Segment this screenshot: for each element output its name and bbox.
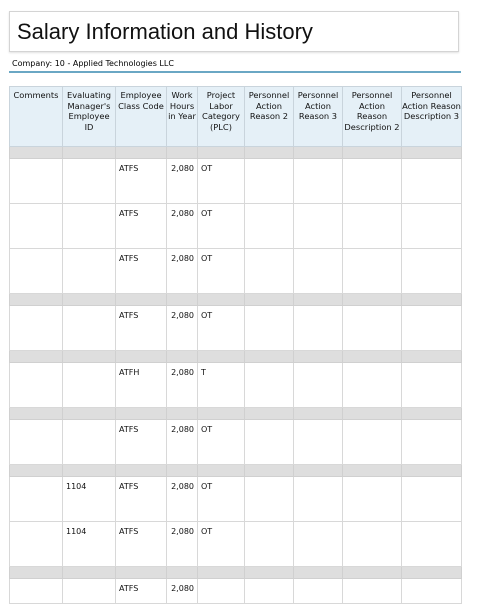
cell-comments [10, 477, 63, 522]
cell-work-hours: 2,080 [167, 477, 198, 522]
group-separator-cell [294, 147, 343, 159]
group-separator-cell [167, 567, 198, 579]
cell-action-reason-desc-2 [343, 363, 402, 408]
cell-class-code: ATFS [116, 579, 167, 604]
group-separator-cell [10, 408, 63, 420]
table-row[interactable] [10, 477, 462, 522]
table-body [10, 147, 462, 604]
group-separator-cell [116, 408, 167, 420]
cell-action-reason-desc-3 [402, 477, 462, 522]
group-separator-row [10, 567, 462, 579]
column-header-employee-class-code[interactable]: Employee Class Code [116, 87, 167, 147]
group-separator-cell [116, 567, 167, 579]
salary-history-table [9, 86, 462, 604]
group-separator-cell [10, 351, 63, 363]
cell-plc [198, 579, 245, 604]
cell-action-reason-3 [294, 477, 343, 522]
cell-action-reason-2 [245, 159, 294, 204]
cell-comments [10, 579, 63, 604]
group-separator-cell [63, 465, 116, 477]
cell-action-reason-3 [294, 522, 343, 567]
column-header-comments[interactable]: Comments [10, 87, 63, 147]
cell-action-reason-desc-2 [343, 204, 402, 249]
cell-action-reason-desc-3 [402, 306, 462, 351]
cell-action-reason-desc-2 [343, 159, 402, 204]
cell-action-reason-desc-3 [402, 522, 462, 567]
group-separator-cell [245, 294, 294, 306]
column-header-evaluating-manager-id[interactable]: Evaluating Manager's Employee ID [63, 87, 116, 147]
cell-action-reason-3 [294, 204, 343, 249]
cell-work-hours: 2,080 [167, 249, 198, 294]
cell-action-reason-2 [245, 579, 294, 604]
cell-action-reason-2 [245, 522, 294, 567]
group-separator-cell [245, 351, 294, 363]
group-separator-cell [245, 567, 294, 579]
cell-comments [10, 522, 63, 567]
group-separator-cell [167, 351, 198, 363]
group-separator-cell [116, 147, 167, 159]
table-row[interactable] [10, 306, 462, 351]
company-label: Company: 10 - Applied Technologies LLC [9, 54, 461, 73]
cell-action-reason-desc-3 [402, 249, 462, 294]
table-row[interactable] [10, 204, 462, 249]
group-separator-cell [10, 294, 63, 306]
group-separator-cell [402, 465, 462, 477]
cell-action-reason-desc-2 [343, 420, 402, 465]
cell-plc: OT [198, 306, 245, 351]
column-header-action-reason-desc-2[interactable]: Personnel Action Reason Description 2 [343, 87, 402, 147]
page-title: Salary Information and History [17, 19, 313, 44]
group-separator-cell [294, 294, 343, 306]
group-separator-cell [245, 408, 294, 420]
group-separator-cell [116, 294, 167, 306]
group-separator-cell [245, 465, 294, 477]
cell-comments [10, 363, 63, 408]
group-separator-cell [198, 567, 245, 579]
group-separator-cell [63, 294, 116, 306]
group-separator-cell [10, 567, 63, 579]
column-header-plc[interactable]: Project Labor Category (PLC) [198, 87, 245, 147]
cell-action-reason-2 [245, 204, 294, 249]
group-separator-cell [343, 147, 402, 159]
cell-action-reason-desc-3 [402, 579, 462, 604]
group-separator-cell [167, 147, 198, 159]
group-separator-cell [198, 351, 245, 363]
cell-class-code: ATFH [116, 363, 167, 408]
cell-work-hours: 2,080 [167, 363, 198, 408]
cell-action-reason-desc-3 [402, 363, 462, 408]
group-separator-cell [10, 147, 63, 159]
cell-manager-id [63, 204, 116, 249]
cell-action-reason-desc-3 [402, 204, 462, 249]
table-row[interactable] [10, 159, 462, 204]
group-separator-cell [63, 351, 116, 363]
table-row[interactable] [10, 579, 462, 604]
group-separator-cell [294, 351, 343, 363]
cell-class-code: ATFS [116, 204, 167, 249]
group-separator-cell [245, 147, 294, 159]
cell-manager-id: 1104 [63, 522, 116, 567]
cell-class-code: ATFS [116, 420, 167, 465]
group-separator-cell [294, 408, 343, 420]
cell-action-reason-desc-3 [402, 420, 462, 465]
cell-plc: OT [198, 204, 245, 249]
cell-manager-id [63, 159, 116, 204]
cell-action-reason-3 [294, 363, 343, 408]
cell-action-reason-2 [245, 249, 294, 294]
cell-work-hours: 2,080 [167, 159, 198, 204]
cell-comments [10, 420, 63, 465]
cell-comments [10, 249, 63, 294]
table-row[interactable] [10, 249, 462, 294]
column-header-action-reason-2[interactable]: Personnel Action Reason 2 [245, 87, 294, 147]
group-separator-row [10, 408, 462, 420]
group-separator-cell [343, 294, 402, 306]
group-separator-cell [402, 408, 462, 420]
group-separator-cell [63, 147, 116, 159]
group-separator-cell [63, 567, 116, 579]
cell-plc: T [198, 363, 245, 408]
cell-plc: OT [198, 477, 245, 522]
table-row[interactable] [10, 522, 462, 567]
group-separator-cell [402, 147, 462, 159]
cell-comments [10, 306, 63, 351]
cell-plc: OT [198, 249, 245, 294]
group-separator-cell [198, 408, 245, 420]
cell-action-reason-2 [245, 477, 294, 522]
cell-action-reason-desc-2 [343, 579, 402, 604]
cell-work-hours: 2,080 [167, 522, 198, 567]
group-separator-cell [167, 408, 198, 420]
cell-action-reason-3 [294, 159, 343, 204]
cell-class-code: ATFS [116, 306, 167, 351]
cell-plc: OT [198, 159, 245, 204]
group-separator-row [10, 147, 462, 159]
group-separator-cell [116, 351, 167, 363]
cell-comments [10, 204, 63, 249]
cell-work-hours: 2,080 [167, 204, 198, 249]
cell-manager-id [63, 420, 116, 465]
group-separator-cell [198, 294, 245, 306]
group-separator-cell [402, 294, 462, 306]
cell-action-reason-desc-2 [343, 522, 402, 567]
group-separator-cell [167, 294, 198, 306]
group-separator-cell [343, 465, 402, 477]
cell-plc: OT [198, 420, 245, 465]
cell-work-hours: 2,080 [167, 306, 198, 351]
group-separator-cell [294, 465, 343, 477]
cell-action-reason-3 [294, 249, 343, 294]
column-header-action-reason-desc-3[interactable]: Personnel Action Reason Description 3 [402, 87, 462, 147]
column-header-work-hours[interactable]: Work Hours in Year [167, 87, 198, 147]
cell-class-code: ATFS [116, 159, 167, 204]
cell-comments [10, 159, 63, 204]
group-separator-cell [198, 147, 245, 159]
cell-action-reason-2 [245, 306, 294, 351]
group-separator-cell [167, 465, 198, 477]
cell-class-code: ATFS [116, 249, 167, 294]
group-separator-cell [343, 408, 402, 420]
cell-action-reason-2 [245, 420, 294, 465]
cell-action-reason-3 [294, 306, 343, 351]
cell-action-reason-desc-2 [343, 477, 402, 522]
cell-work-hours: 2,080 [167, 420, 198, 465]
cell-manager-id [63, 249, 116, 294]
column-header-action-reason-3[interactable]: Personnel Action Reason 3 [294, 87, 343, 147]
group-separator-cell [343, 351, 402, 363]
group-separator-cell [10, 465, 63, 477]
cell-manager-id [63, 363, 116, 408]
table-header-row [10, 87, 462, 147]
cell-work-hours: 2,080 [167, 579, 198, 604]
cell-manager-id [63, 579, 116, 604]
cell-manager-id: 1104 [63, 477, 116, 522]
group-separator-cell [116, 465, 167, 477]
cell-action-reason-3 [294, 579, 343, 604]
group-separator-row [10, 294, 462, 306]
cell-class-code: ATFS [116, 477, 167, 522]
cell-action-reason-2 [245, 363, 294, 408]
cell-action-reason-desc-2 [343, 249, 402, 294]
cell-action-reason-desc-2 [343, 306, 402, 351]
cell-action-reason-desc-3 [402, 159, 462, 204]
table-row[interactable] [10, 420, 462, 465]
cell-manager-id [63, 306, 116, 351]
group-separator-cell [343, 567, 402, 579]
group-separator-cell [402, 567, 462, 579]
group-separator-cell [294, 567, 343, 579]
group-separator-cell [402, 351, 462, 363]
group-separator-row [10, 351, 462, 363]
cell-plc: OT [198, 522, 245, 567]
cell-class-code: ATFS [116, 522, 167, 567]
page-title-panel [9, 11, 459, 52]
group-separator-cell [198, 465, 245, 477]
group-separator-row [10, 465, 462, 477]
cell-action-reason-3 [294, 420, 343, 465]
table-row[interactable] [10, 363, 462, 408]
group-separator-cell [63, 408, 116, 420]
